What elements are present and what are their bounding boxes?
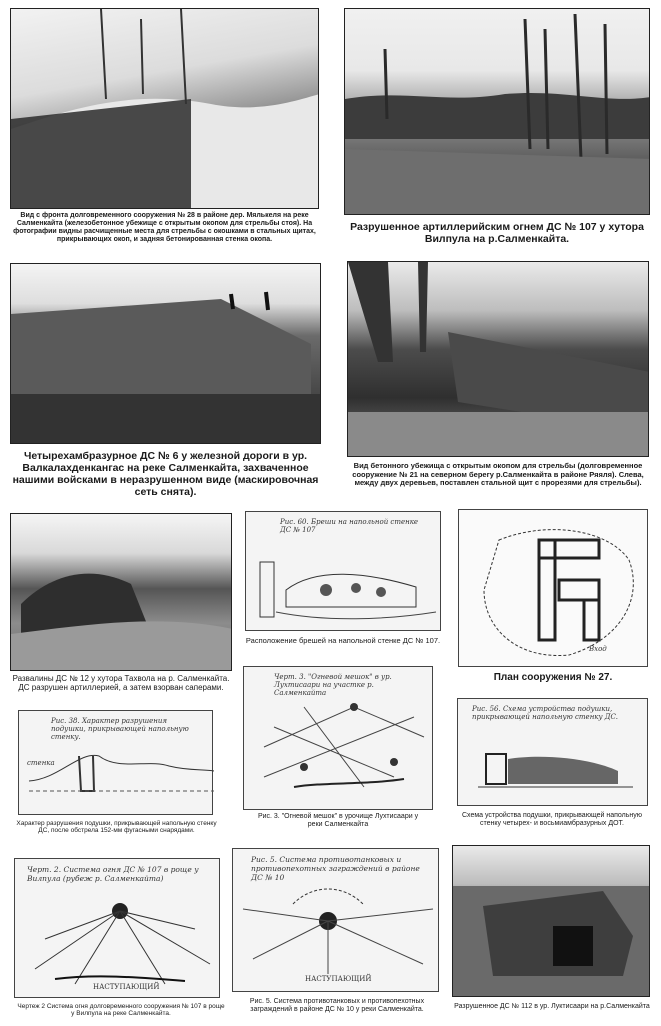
sketch-obstacles-10 [232, 848, 439, 992]
caption-breaches-107: Расположение брешей на напольной стенке ДС № 107. [245, 636, 441, 645]
breaches-diagram [246, 512, 442, 632]
caption-obstacles-10: Рис. 5. Система противотанковых и противопехотных заграждений в районе ДС № 10 у реки Салменкайта. [249, 998, 425, 1014]
sketch-obstacles-title: Рис. 5. Система противотанковых и противопехотных заграждений в районе ДС № 10 [251, 855, 420, 882]
photo-structure-112 [452, 845, 650, 997]
caption-fire-pocket: Рис. 3. "Огневой мешок" в урочище Лухтисаари у реки Салменкайта [257, 813, 419, 829]
sketch-fire-system-attack-label: НАСТУПАЮЩИЙ [93, 983, 160, 991]
sketch-wall-label: стенка [27, 759, 55, 767]
sketch-fire-pocket-title: Черт. 3. "Огневой мешок" в ур. Лухтисаари на участке р. Салменкайта [274, 673, 392, 697]
photo-structure-28 [10, 8, 319, 209]
photo-structure-6 [10, 263, 321, 444]
photo-structure-12 [10, 513, 232, 671]
photo-structure-21 [347, 261, 649, 457]
caption-cushion-damage: Характер разрушения подушки, прикрывающей напольную стенку ДС, после обстрела 152-мм фугасными снарядами. [16, 820, 217, 835]
ruined-dot-illustration [453, 846, 650, 997]
plan-diagram [459, 510, 649, 668]
sketch-plan-27 [458, 509, 648, 667]
caption-cushion-scheme: Схема устройства подушки, прикрывающей напольную стенку четырех- и восьмиамбразурных ДОТ. [461, 812, 643, 828]
fire-system-107-diagram [15, 859, 221, 999]
cushion-scheme-diagram [458, 699, 649, 807]
caption-structure-6: Четырехамбразурное ДС № 6 у железной дороги в ур. Валкалахденкангас на реке Салменкайта, захваченное нашими войсками в неразрушенном виде (маскировочная сеть снята). [12, 450, 319, 499]
caption-structure-112: Разрушенное ДС № 112 в ур. Луктисаари на р.Салменкайта [454, 1003, 650, 1010]
snow-scene-illustration [11, 9, 319, 209]
caption-fire-system-107: Чертеж 2 Система огня долговременного сооружения № 107 в роще у Вилпула на реке Салменкайта. [17, 1003, 225, 1018]
caption-structure-12: Развалины ДС № 12 у хутора Тахвола на р. Салменкайта. ДС разрушен артиллерией, а затем взорван саперами. [12, 674, 230, 693]
ruins-scene-illustration [11, 514, 232, 671]
forest-scene-illustration [345, 9, 650, 215]
caption-structure-28: Вид с фронта долговременного сооружения № 28 в районе дер. Мялькеля на реке Салменкайта (железобетонное убежище с открытым окопом для стрельбы стоя). На фотографии видны расчищенные места для стрельбы с окошками в стальных щитах, прикрывающих окоп, и задняя бетонированная стенка окопа. [13, 212, 316, 244]
sketch-cushion-damage [18, 710, 213, 815]
sketch-fire-system-107 [14, 858, 220, 998]
fire-pocket-diagram [244, 667, 434, 811]
sketch-breaches-title: Рис. 60. Бреши на напольной стенке ДС № 107 [280, 518, 419, 534]
sketch-obstacles-attack-label: НАСТУПАЮЩИЙ [305, 975, 372, 983]
sketch-cushion-damage-title: Рис. 38. Характер разрушения подушки, прикрывающей напольную стенку. [51, 717, 189, 741]
obstacles-diagram [233, 849, 440, 993]
sketch-cushion-scheme-title: Рис. 56. Схема устройства подушки, прикрывающей напольную стенку ДС. [472, 705, 619, 721]
bunker-scene-illustration [11, 264, 321, 444]
sketch-breaches-107 [245, 511, 441, 631]
sketch-fire-system-title: Черт. 2. Система огня ДС № 107 в роще у Вилпула (рубеж р. Салменкайта) [27, 865, 199, 883]
trench-scene-illustration [348, 262, 649, 457]
sketch-cushion-scheme [457, 698, 648, 806]
sketch-fire-pocket [243, 666, 433, 810]
caption-structure-21: Вид бетонного убежища с открытым окопом для стрельбы (долговременное сооружение № 21 на северном берегу р.Салменкайта в районе Ряяля). Слева, между двух деревьев, поставлен стальной щит с прорезями для стрельбы). [352, 461, 644, 488]
caption-structure-107: Разрушенное артиллерийским огнем ДС № 107 у хутора Вилпула на р.Салменкайта. [350, 221, 644, 246]
caption-plan-27: План сооружения № 27. [493, 672, 613, 683]
photo-structure-107 [344, 8, 650, 215]
plan-entry-label: Вход [589, 645, 607, 653]
